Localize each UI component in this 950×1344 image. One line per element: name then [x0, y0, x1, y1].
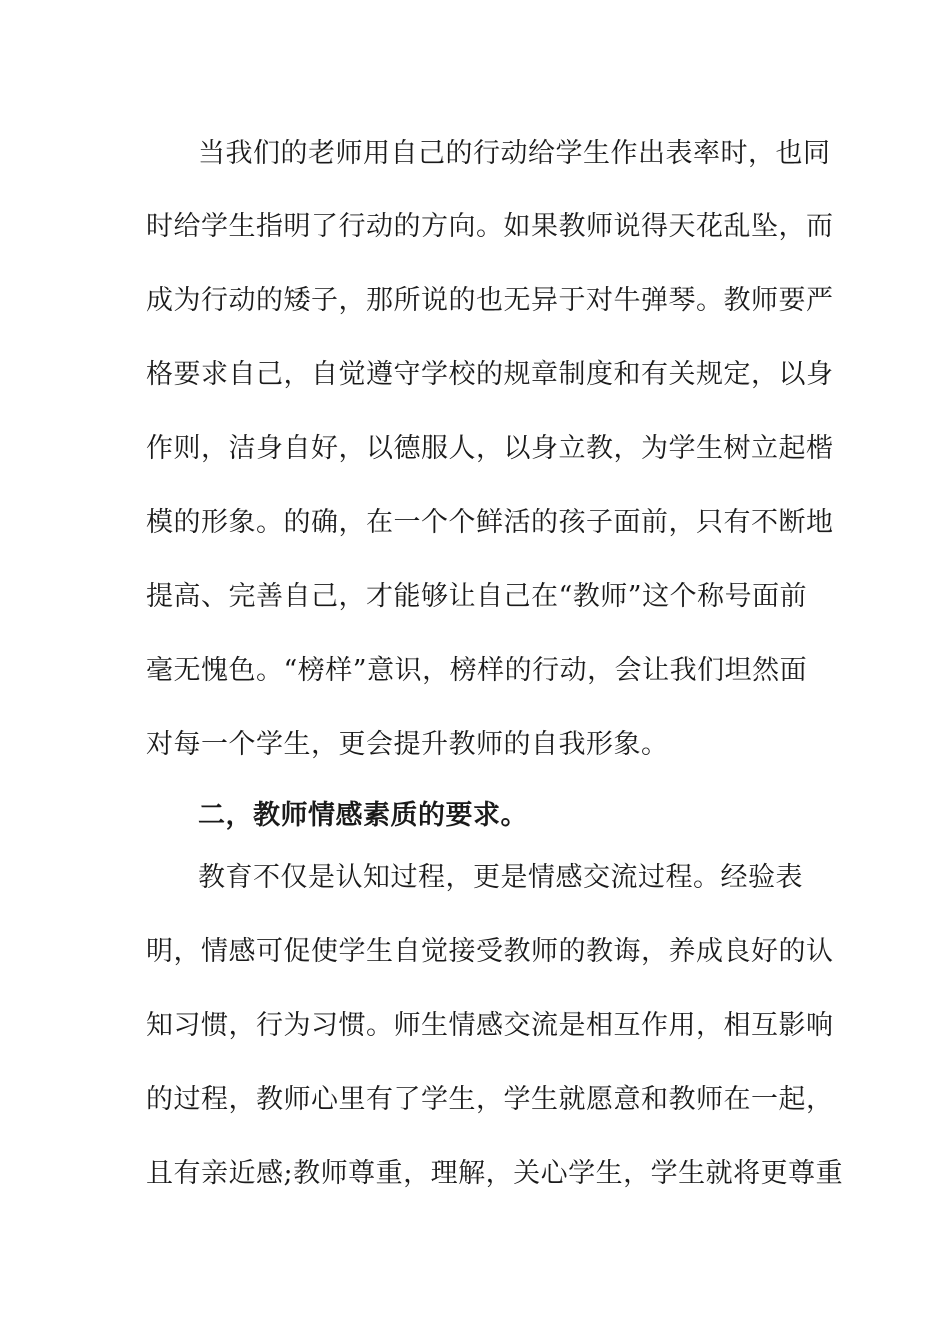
paragraph-line: 时给学生指明了行动的方向。如果教师说得天花乱坠，而 — [146, 211, 834, 242]
section-heading: 二，教师情感素质的要求。 — [198, 800, 528, 831]
paragraph-line: 格要求自己，自觉遵守学校的规章制度和有关规定，以身 — [146, 359, 834, 390]
paragraph-line: 知习惯，行为习惯。师生情感交流是相互作用，相互影响 — [146, 1010, 834, 1041]
paragraph-line: 毫无愧色。“榜样”意识，榜样的行动，会让我们坦然面 — [146, 655, 808, 686]
paragraph-line: 当我们的老师用自己的行动给学生作出表率时，也同 — [198, 138, 831, 169]
paragraph-line: 的过程，教师心里有了学生，学生就愿意和教师在一起， — [146, 1084, 834, 1115]
paragraph-line: 明，情感可促使学生自觉接受教师的教诲，养成良好的认 — [146, 936, 834, 967]
paragraph-line: 提高、完善自己，才能够让自己在“教师”这个称号面前 — [146, 581, 808, 612]
paragraph-line: 教育不仅是认知过程，更是情感交流过程。经验表 — [198, 862, 803, 893]
paragraph-line: 成为行动的矮子，那所说的也无异于对牛弹琴。教师要严 — [146, 285, 834, 316]
paragraph-line: 对每一个学生，更会提升教师的自我形象。 — [146, 729, 669, 760]
paragraph-line: 模的形象。的确，在一个个鲜活的孩子面前，只有不断地 — [146, 507, 834, 538]
paragraph-line: 且有亲近感;教师尊重，理解，关心学生，学生就将更尊重 — [146, 1158, 844, 1189]
paragraph-line: 作则，洁身自好，以德服人，以身立教，为学生树立起楷 — [146, 433, 834, 464]
